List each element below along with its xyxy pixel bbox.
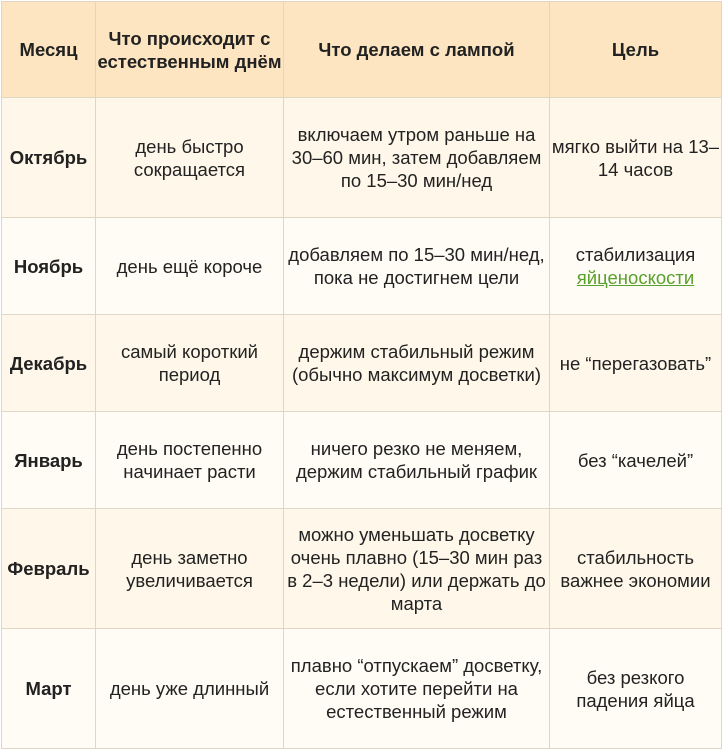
lamp-action-cell: ничего резко не меняем, держим стабильный график: [284, 412, 550, 509]
table-row: [2, 509, 722, 629]
goal-cell: стабильность важнее экономии: [550, 509, 722, 629]
table-row: [2, 98, 722, 218]
goal-cell: без “качелей”: [550, 412, 722, 509]
goal-cell: мягко выйти на 13–14 часов: [550, 98, 722, 218]
goal-cell: не “перегазовать”: [550, 315, 722, 412]
goal-cell: без резкого падения яйца: [550, 629, 722, 749]
lighting-schedule-table: [1, 1, 722, 749]
month-cell: Январь: [2, 412, 96, 509]
month-cell: Декабрь: [2, 315, 96, 412]
goal-cell: [550, 218, 722, 315]
table-row: [2, 315, 722, 412]
natural-day-cell: день уже длинный: [96, 629, 284, 749]
table-row: [2, 629, 722, 749]
header-lamp-action: Что делаем с лампой: [284, 2, 550, 98]
header-month: Месяц: [2, 2, 96, 98]
lamp-action-cell: плавно “отпускаем” досветку, если хотите перейти на естественный режим: [284, 629, 550, 749]
lamp-action-cell: держим стабильный режим (обычно максимум досветки): [284, 315, 550, 412]
header-goal: Цель: [550, 2, 722, 98]
natural-day-cell: день ещё короче: [96, 218, 284, 315]
month-cell: Ноябрь: [2, 218, 96, 315]
table-header-row: [2, 2, 722, 98]
lamp-action-cell: включаем утром раньше на 30–60 мин, затем добавляем по 15–30 мин/нед: [284, 98, 550, 218]
natural-day-cell: день заметно увеличивается: [96, 509, 284, 629]
table-row: [2, 412, 722, 509]
natural-day-cell: самый короткий период: [96, 315, 284, 412]
lamp-action-cell: можно уменьшать досветку очень плавно (15–30 мин раз в 2–3 недели) или держать до марта: [284, 509, 550, 629]
goal-text: стабилизация: [575, 244, 696, 265]
header-natural-day: Что происходит с естественным днём: [96, 2, 284, 98]
natural-day-cell: день постепенно начинает расти: [96, 412, 284, 509]
month-cell: Февраль: [2, 509, 96, 629]
lamp-action-cell: добавляем по 15–30 мин/нед, пока не достигнем цели: [284, 218, 550, 315]
table-row: [2, 218, 722, 315]
egg-production-link[interactable]: яйценоскости: [576, 267, 695, 288]
month-cell: Март: [2, 629, 96, 749]
month-cell: Октябрь: [2, 98, 96, 218]
natural-day-cell: день быстро сокращается: [96, 98, 284, 218]
